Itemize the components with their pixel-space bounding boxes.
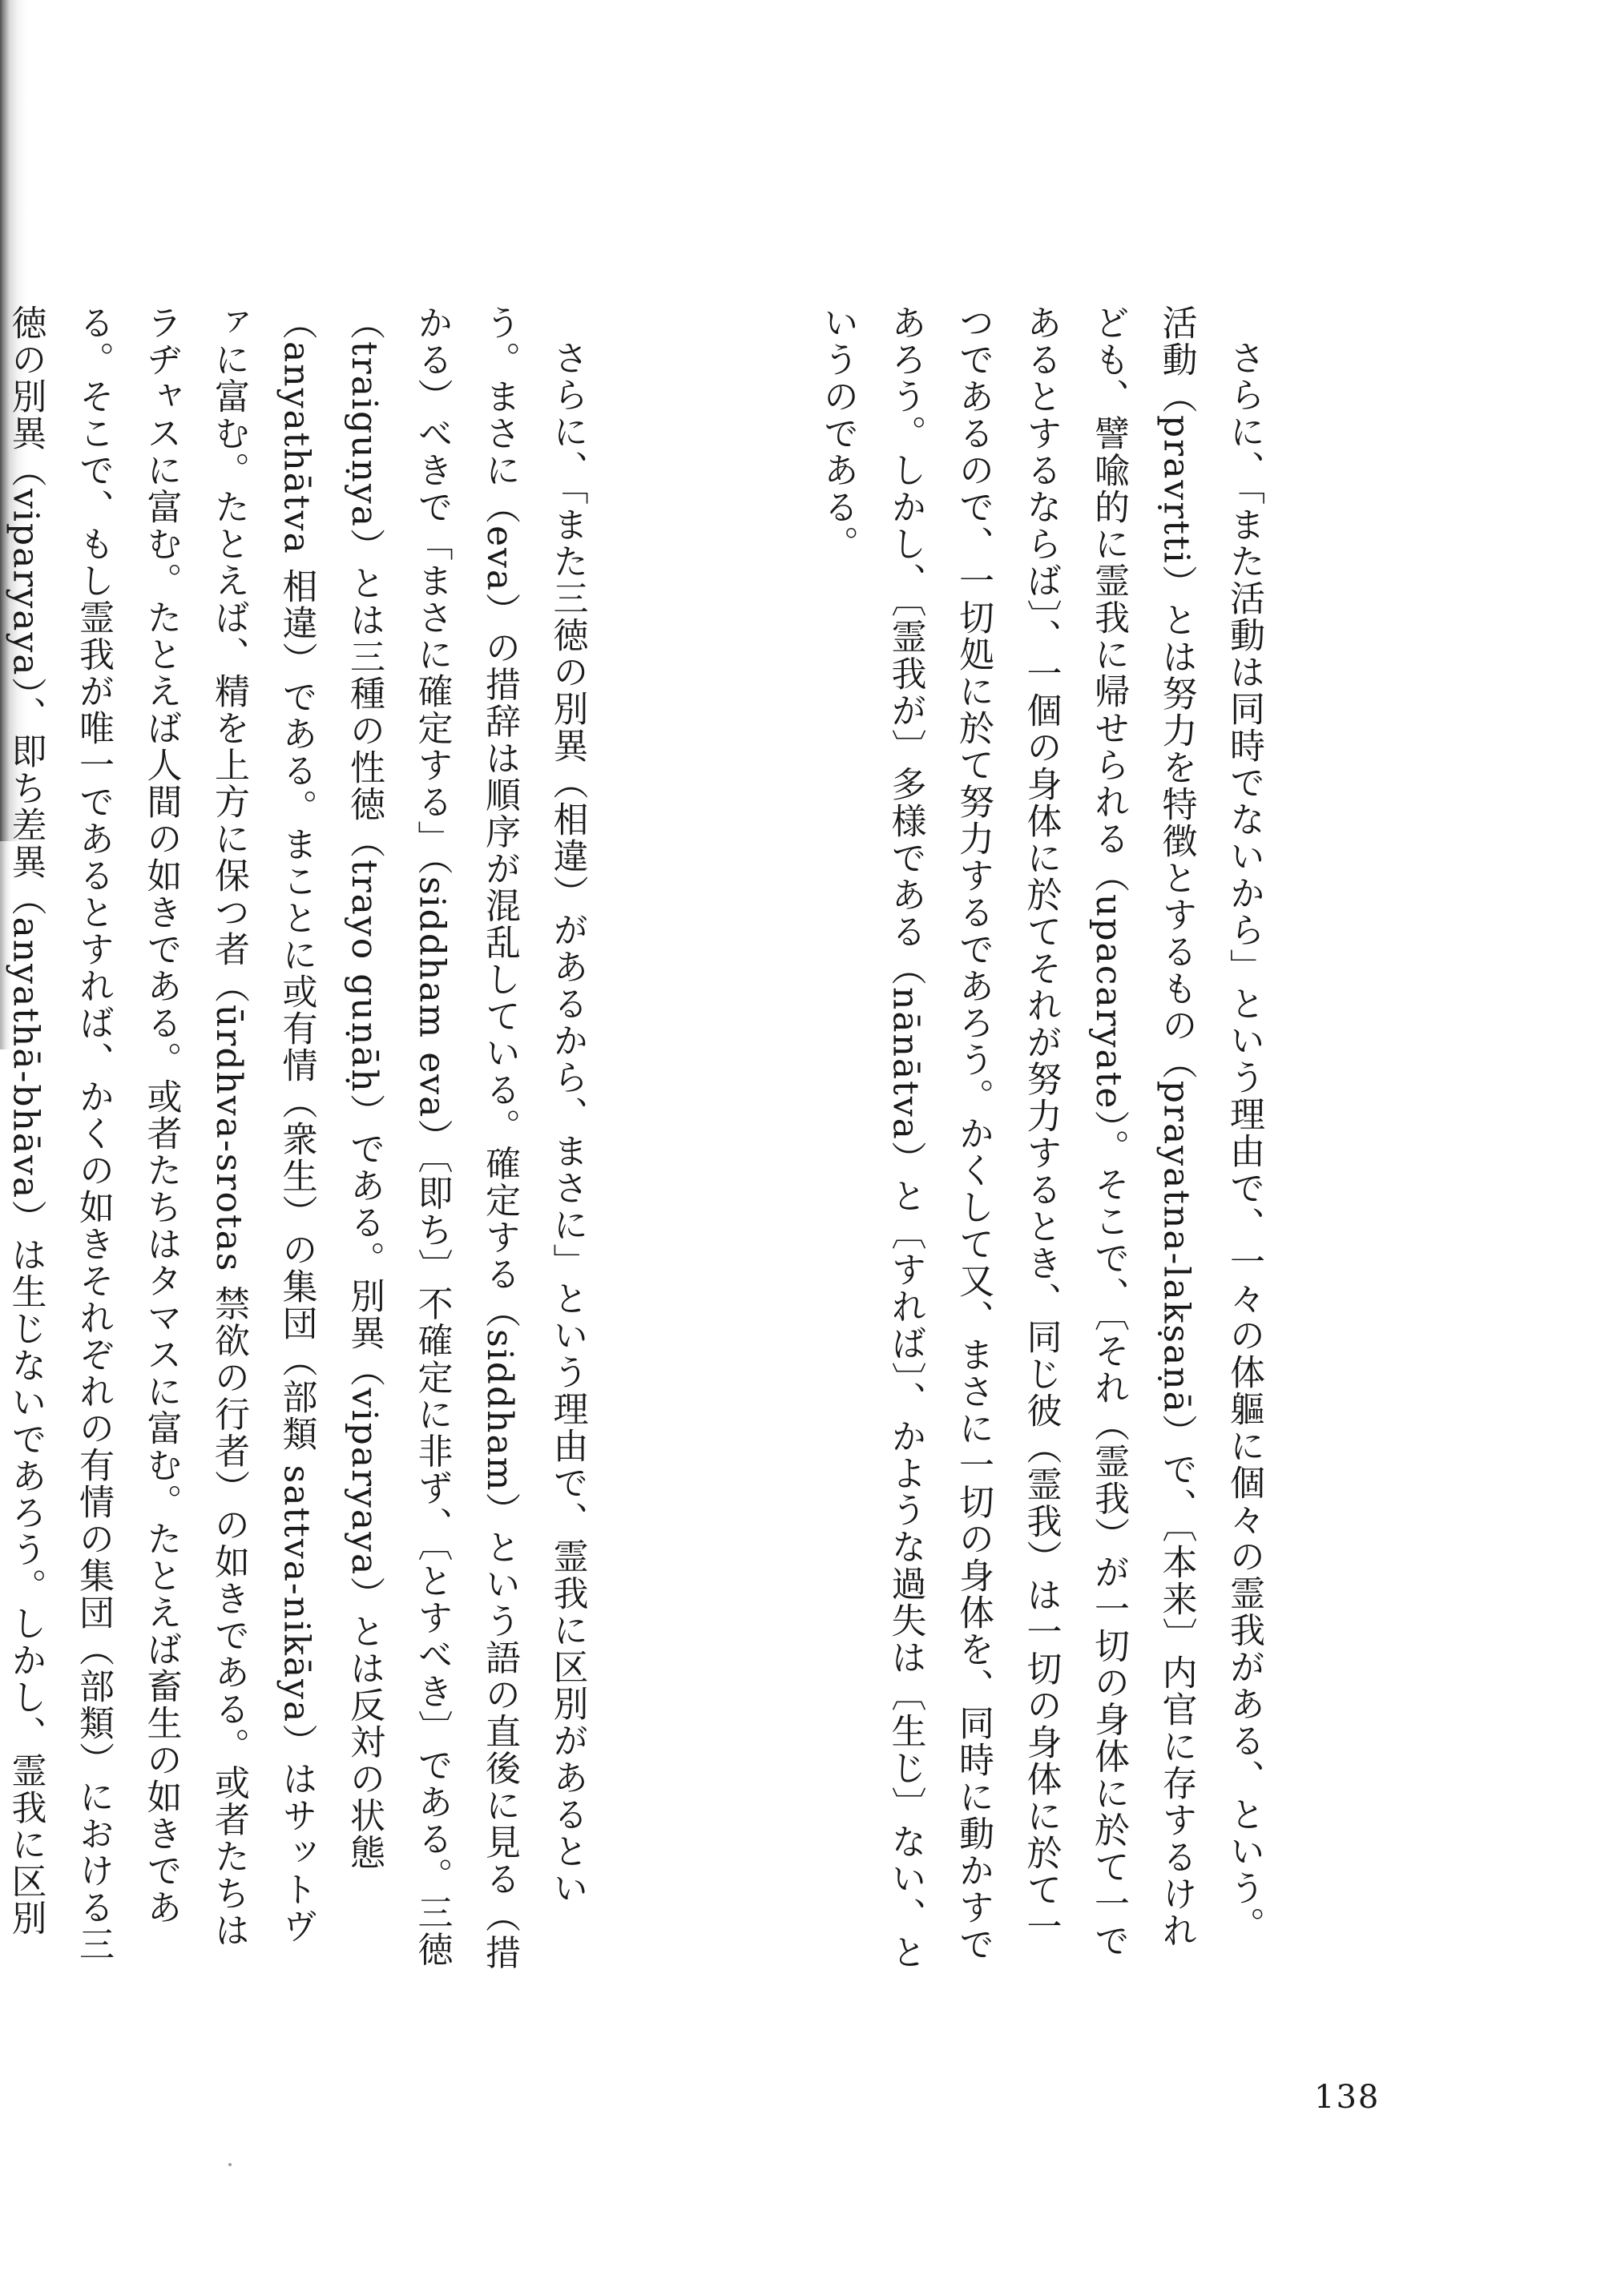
paragraph-1: さらに、「また活動は同時でないから」という理由で、一々の体軀に個々の霊我がある、という。活動（pravṛtti）とは努力を特徴とするもの（prayatna-lakṣaṇā）で、〔本来〕内官に存するけれども、譬喩的に霊我に帰せられる（upacaryate）。そこで、〔それ（霊我）が一切の身体に於て一であるとするならば〕、一個の身体に於てそれが努力するとき、同じ彼（霊我）は一切の身体に於て一つであるので、一切処に於て努力するであろう。かくして又、まさに一切の身体を、同時に動かすであろう。しかし、〔霊我が〕多様である（nānātva）と〔すれば〕、かような過失は〔生じ〕ない、というのである。 [817, 304, 1264, 1971]
scan-speck [228, 2163, 232, 2166]
page-body [0, 304, 1413, 1979]
paragraph-2: さらに、「また三徳の別異（相違）があるから、まさに」という理由で、霊我に区別があるという。まさに（eva）の措辞は順序が混乱している。確定する（siddham）という語の直後に見る（措かる）べきで「まさに確定する」（siddham eva）〔即ち〕不確定に非ず、〔とすべき〕である。三徳（traiguṇya）とは三種の性徳（trayo guṇāḥ）である。別異（viparyaya）とは反対の状態（anyathātva 相違）である。まことに或有情（衆生）の集団（部類 sattva-nikāya）はサットヴァに富む。たとえば、精を上方に保つ者（ūrdhva-srotas 禁欲の行者）の如きである。或者たちはラヂャスに富む。たとえば人間の如きである。或者たちはタマスに富む。たとえば畜生の如きである。そこで、もし霊我が唯一であるとすれば、かくの如きそれぞれの有情の集団（部類）における三徳の別異（viparyaya）、即ち差異（anyathā-bhāva）は生じないであろう。しかし、霊我に区別 [5, 304, 588, 1972]
page-number: 138 [1314, 2079, 1381, 2116]
